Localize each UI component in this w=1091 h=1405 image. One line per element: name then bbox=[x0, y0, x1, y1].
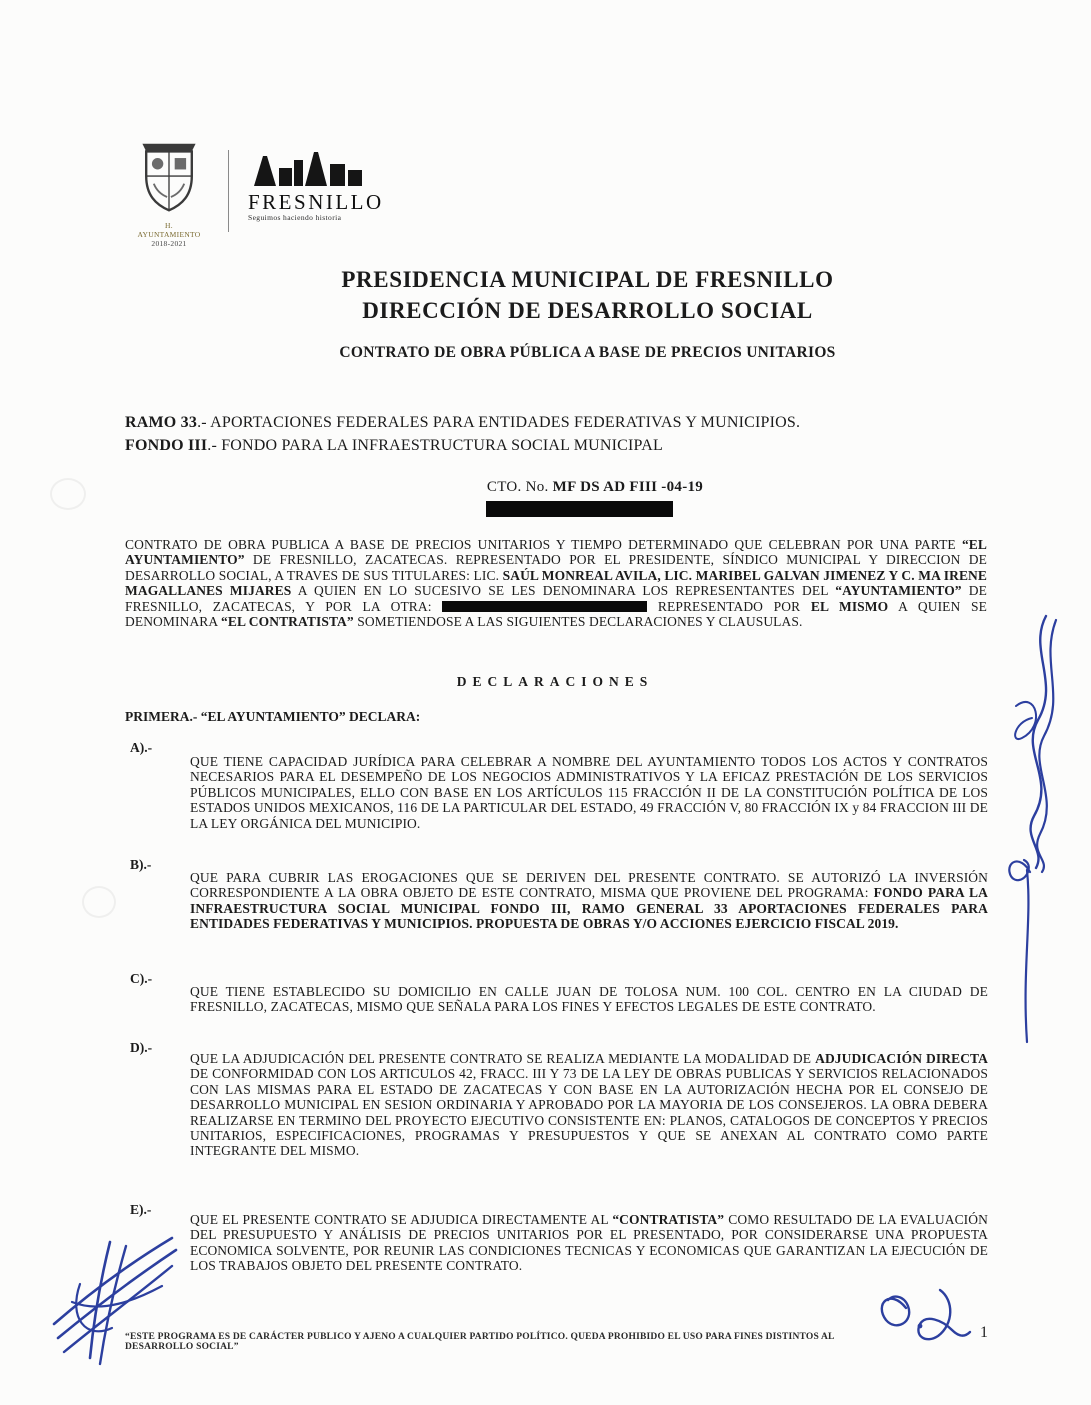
ramo-rest: .- APORTACIONES FEDERALES PARA ENTIDADES FEDERATIVAS Y MUNICIPIOS. bbox=[197, 414, 801, 431]
program-heading bbox=[125, 411, 987, 457]
fresnillo-logo bbox=[248, 148, 384, 222]
declaration-e-body-2: COMO RESULTADO DE LA EVALUACIÓN DEL PRESUPUESTO Y ANÁLISIS DE PRECIOS UNITARIOS POR EL PRESENTADO, POR CONSIDERARSE UNA PROPUESTA ECONOMICA SOLVENTE, POR REUNIR LAS CONDICIONES TECNICAS Y ECONOMICAS QUE GARANTIZAN LA EJECUCIÓN DE LOS TRABAJOS OBJETO DEL PRESENTE CONTRATO. bbox=[190, 1212, 988, 1274]
declaration-d-adjudicacion-bold: ADJUDICACIÓN DIRECTA bbox=[815, 1051, 989, 1066]
contract-number-redaction-bar bbox=[486, 501, 673, 517]
footer-disclaimer: “ESTE PROGRAMA ES DE CARÁCTER PUBLICO Y AJENO A CUALQUIER PARTIDO POLÍTICO. QUEDA PROHIBIDO EL USO PARA FINES DISTINTOS AL DESARROLLO SOCIAL” bbox=[125, 1332, 835, 1352]
intro-text: A QUIEN EN LO SUCESIVO SE LES DENOMINARA LOS REPRESENTANTES DEL bbox=[291, 583, 836, 599]
declaration-e-letter: E).- bbox=[130, 1202, 152, 1217]
declaration-e-text bbox=[190, 1212, 988, 1274]
party-ayuntamiento: “EL AYUNTAMIENTO” bbox=[125, 537, 987, 568]
declaration-b-letter: B).- bbox=[130, 857, 152, 872]
intro-text: REPRESENTADO POR bbox=[647, 598, 811, 614]
contract-number-line bbox=[125, 479, 1065, 496]
officials-names: SAÚL MONREAL AVILA, LIC. MARIBEL GALVAN JIMENEZ Y C. MA IRENE MAGALLANES MIJARES bbox=[125, 567, 988, 599]
declaraciones-heading: DECLARACIONES bbox=[456, 674, 654, 689]
intro-text: CONTRATO DE OBRA PUBLICA A BASE DE PRECIOS UNITARIOS Y TIEMPO DETERMINADO QUE CELEBRAN POR UNA PARTE bbox=[125, 537, 962, 552]
title-line1: PRESIDENCIA MUNICIPAL DE FRESNILLO bbox=[341, 267, 834, 292]
declaration-b-body: QUE PARA CUBRIR LAS EROGACIONES QUE SE DERIVEN DEL PRESENTE CONTRATO. SE AUTORIZÓ LA INVERSIÓN CORRESPONDIENTE A LA OBRA OBJETO DE ESTE CONTRATO, MISMA QUE PROVIENE DEL PROGRAMA: bbox=[190, 870, 988, 901]
crest-caption-line2: 2018-2021 bbox=[151, 239, 187, 248]
contract-number-value: MF DS AD FIII -04-19 bbox=[552, 479, 704, 495]
fresnillo-tagline: Seguimos haciendo historia bbox=[248, 213, 342, 222]
ink-signature-right-scribble bbox=[1002, 610, 1072, 875]
intro-text: SOMETIENDOSE A LAS SIGUIENTES DECLARACIONES Y CLAUSULAS. bbox=[353, 614, 803, 630]
crest-shield-icon bbox=[133, 140, 205, 216]
declaration-d-body-2: DE CONFORMIDAD CON LOS ARTICULOS 42, FRACC. III Y 73 DE LA LEY DE OBRAS PUBLICAS Y SERVICIOS RELACIONADOS CON LAS MISMAS PARA EL ESTADO DE ZACATECAS Y CON BASE EN LA AUTORIZACIÓN HECHA POR EL CONSEJO DE DESARROLLO MUNICIPAL EN SESION ORDINARIA Y APROBADO POR LA MAYORIA DE LOS CONSEJEROS. LA OBRA DEBERA REALIZARSE EN TERMINO DEL PROYECTO EJECUTIVO CONSISTENTE EN: PLANOS, CATALOGOS DE CONCEPTOS Y PRECIOS UNITARIOS, ESPECIFICACIONES, PROGRAMAS Y PRESUPUESTOS Y QUE SE ANEXAN AL CONTRATO COMO PARTE INTEGRANTE DEL MISMO. bbox=[190, 1066, 988, 1159]
el-mismo: EL MISMO bbox=[810, 598, 889, 614]
scan-artifact-ring-2 bbox=[82, 886, 116, 918]
declaration-c-letter: C).- bbox=[130, 971, 153, 986]
fondo-label: FONDO III bbox=[125, 437, 208, 454]
declaration-e-contratista-bold: “CONTRATISTA” bbox=[612, 1212, 725, 1227]
declaration-d-body: QUE LA ADJUDICACIÓN DEL PRESENTE CONTRATO SE REALIZA MEDIANTE LA MODALIDAD DE bbox=[190, 1051, 816, 1066]
declaration-c-body: QUE TIENE ESTABLECIDO SU DOMICILIO EN CALLE JUAN DE TOLOSA NUM. 100 COL. CENTRO EN LA CIUDAD DE FRESNILLO, ZACATECAS, MISMO QUE SEÑALA PARA LOS FINES Y EFECTOS LEGALES DE ESTE CONTRATO. bbox=[190, 984, 988, 1015]
declaration-a-body: QUE TIENE CAPACIDAD JURÍDICA PARA CELEBRAR A NOMBRE DEL AYUNTAMIENTO TODOS LOS ACTOS Y CONTRATOS NECESARIOS PARA EL DESEMPEÑO DE LOS NEGOCIOS ADMINISTRATIVOS Y LA EFICAZ PRESTACIÓN DE LOS SERVICIOS PÚBLICOS MUNICIPALES, ELLO CON BASE EN LOS ARTÍCULOS 115 FRACCIÓN II DE LA CONSTITUCIÓN POLÍTICA DE LOS ESTADOS UNIDOS MEXICANOS, 116 DE LA PARTICULAR DEL ESTADO, 49 FRACCIÓN V, 80 FRACCIÓN IX y 84 FRACCION III DE LA LEY ORGÁNICA DEL MUNICIPIO. bbox=[190, 754, 988, 831]
declaration-e-body: QUE EL PRESENTE CONTRATO SE ADJUDICA DIRECTAMENTE AL bbox=[190, 1212, 613, 1227]
party-contratista: “EL CONTRATISTA” bbox=[220, 614, 354, 630]
intro-text: DE FRESNILLO, ZACATECAS, Y POR LA OTRA: bbox=[125, 583, 987, 614]
party-ayuntamiento-2: “AYUNTAMIENTO” bbox=[835, 583, 962, 599]
program-ramo-line bbox=[125, 411, 987, 434]
document-title bbox=[84, 264, 1091, 326]
fresnillo-wordmark: FRESNILLO bbox=[248, 190, 384, 214]
title-line2: DIRECCIÓN DE DESARROLLO SOCIAL bbox=[362, 298, 813, 323]
declaration-c-text bbox=[190, 984, 988, 1015]
ayuntamiento-crest-logo bbox=[133, 140, 213, 248]
page-number: 1 bbox=[980, 1324, 988, 1341]
logo-divider bbox=[228, 150, 229, 232]
fresnillo-skyline-icon bbox=[248, 148, 368, 186]
intro-text: A QUIEN SE DENOMINARA bbox=[125, 598, 987, 630]
fondo-rest: .- FONDO PARA LA INFRAESTRUCTURA SOCIAL MUNICIPAL bbox=[207, 437, 663, 454]
crest-caption-line1: H. AYUNTAMIENTO bbox=[137, 221, 201, 239]
ink-stroke-right-lower bbox=[1000, 850, 1042, 1050]
program-fondo-line bbox=[125, 434, 987, 457]
primera-heading: PRIMERA.- “EL AYUNTAMIENTO” DECLARA: bbox=[125, 709, 421, 724]
contractor-name-redaction-bar bbox=[442, 601, 647, 612]
scan-artifact-ring-1 bbox=[50, 478, 86, 510]
intro-paragraph bbox=[125, 537, 987, 629]
declaration-d-text bbox=[190, 1051, 988, 1159]
document-subtitle: CONTRATO DE OBRA PÚBLICA A BASE DE PRECIOS UNITARIOS bbox=[339, 344, 836, 361]
declaration-b-text bbox=[190, 870, 988, 932]
declaration-a-letter: A).- bbox=[130, 740, 153, 755]
contract-number-label: CTO. No. bbox=[486, 479, 553, 495]
intro-text: DE FRESNILLO, ZACATECAS. REPRESENTADO POR EL PRESIDENTE, SÍNDICO MUNICIPAL Y DIRECCION DE DESARROLLO SOCIAL, A TRAVES DE SUS TITULARES: LIC. bbox=[125, 552, 987, 583]
declaration-d-letter: D).- bbox=[130, 1040, 153, 1055]
declaration-a-text bbox=[190, 754, 988, 831]
declaration-b-program-bold: FONDO PARA LA INFRAESTRUCTURA SOCIAL MUNICIPAL FONDO III, RAMO GENERAL 33 APORTACIONES FEDERALES PARA ENTIDADES FEDERATIVAS Y MUNICIPIOS. PROPUESTA DE OBRAS Y/O ACCIONES EJERCICIO FISCAL 2019. bbox=[190, 885, 988, 932]
ramo-label: RAMO 33 bbox=[125, 414, 198, 431]
